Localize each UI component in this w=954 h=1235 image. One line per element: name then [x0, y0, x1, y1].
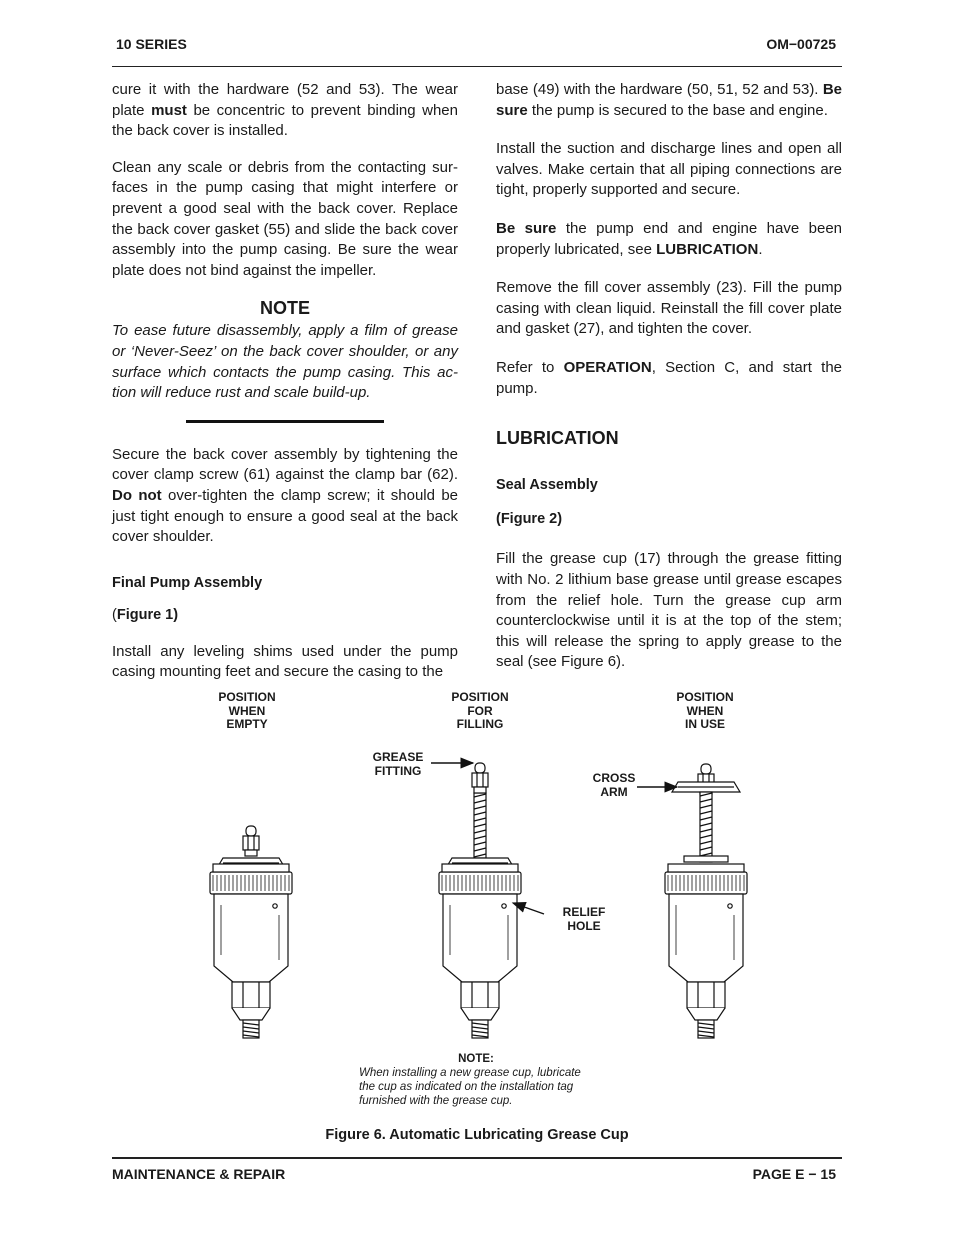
subhead-seal-assembly: Seal Assembly: [496, 477, 598, 494]
label-relief-hole: RELIEF HOLE: [562, 905, 606, 933]
figure-note: [359, 1052, 609, 1108]
footer-section: MAINTENANCE & REPAIR: [112, 1166, 286, 1182]
header-doc-number: OM−00725: [766, 36, 836, 52]
grease-cup-filling: [439, 763, 521, 1038]
label-cross-arm: CROSS ARM: [592, 771, 636, 799]
figure-2-ref: (Figure 2): [496, 510, 563, 527]
label-position-in-use: POSITION WHEN IN USE: [676, 690, 734, 731]
footer-rule: [112, 1157, 842, 1159]
paragraph-leveling-shims: Install any leveling shims used under the pump casing mounting feet and secure the casing to the: [112, 642, 458, 681]
paragraph-grease-cup: Fill the grease cup (17) through the grease fitting with No. 2 lithium base grease until grease escapes from the relief hole. Turn the grease cup arm counterclockwise until it is at the top of the stem; this will release the spring to apply grease to the seal (see Figure 6).: [496, 550, 842, 671]
note-body: To ease future disassembly, apply a film of grease or ‘Never-Seez’ on the back cover shoulder, or any surface which contacts the pump casing. This action will reduce rust and scale build-up.: [112, 322, 458, 402]
footer-page-number: PAGE E − 15: [752, 1166, 836, 1182]
paragraph-clean-scale: Clean any scale or debris from the contacting surfaces in the pump casing that might interfere or prevent a good seal with the back cover. Replace the back cover gasket (55) and slide the back cover assembly into the pump casing. Be sure the wear plate does not bind against the impeller.: [112, 158, 458, 279]
header-series: 10 SERIES: [116, 36, 187, 52]
grease-cup-in-use: [665, 764, 747, 1038]
figure-note-line: the cup as indicated on the installation tag: [359, 1081, 574, 1093]
paragraph-operation: Refer to OPERATION, Section C, and start the pump.: [496, 358, 842, 397]
label-grease-fitting: GREASE FITTING: [372, 750, 424, 778]
paragraph-base-hardware: base (49) with the hardware (50, 51, 52 and 53). Be sure the pump is secured to the base and engine.: [496, 81, 842, 119]
relief-hole-arrow: [513, 903, 544, 914]
figure-note-title: NOTE:: [458, 1053, 494, 1065]
heading-lubrication: LUBRICATION: [496, 428, 619, 449]
figure-1-ref: (Figure 1): [112, 607, 179, 624]
label-position-for-filling: POSITION FOR FILLING: [451, 690, 509, 731]
paragraph-fill-cover: Remove the fill cover assembly (23). Fill the pump casing with clean liquid. Reinstall the fill cover plate and gasket (27), and tighten the cover.: [496, 279, 842, 338]
figure-caption: Figure 6. Automatic Lubricating Grease Cup: [325, 1127, 629, 1143]
paragraph-secure-cover: Secure the back cover assembly by tightening the cover clamp screw (61) against the clamp bar (62). Do not over-tighten the clamp screw; it should be just tight enough to ensure a good seal at the back cover shoulder.: [112, 445, 458, 546]
paragraph-wear-plate: cure it with the hardware (52 and 53). The wear plate must be concentric to prevent binding when the back cover is installed.: [112, 81, 458, 140]
paragraph-lubricated: Be sure the pump end and engine have been properly lubricated, see LUBRICATION.: [496, 219, 843, 258]
paragraph-suction-lines: Install the suction and discharge lines and open all valves. Make certain that all piping connections are tight, properly supported and secure.: [496, 140, 842, 199]
label-position-when-empty: POSITION WHEN EMPTY: [218, 690, 276, 731]
figure-note-line: furnished with the grease cup.: [359, 1095, 513, 1107]
grease-cup-empty: [210, 826, 292, 1038]
note-title: NOTE: [259, 298, 310, 319]
figure-note-line: When installing a new grease cup, lubricate: [359, 1067, 581, 1079]
subhead-final-assembly: Final Pump Assembly: [112, 574, 263, 591]
